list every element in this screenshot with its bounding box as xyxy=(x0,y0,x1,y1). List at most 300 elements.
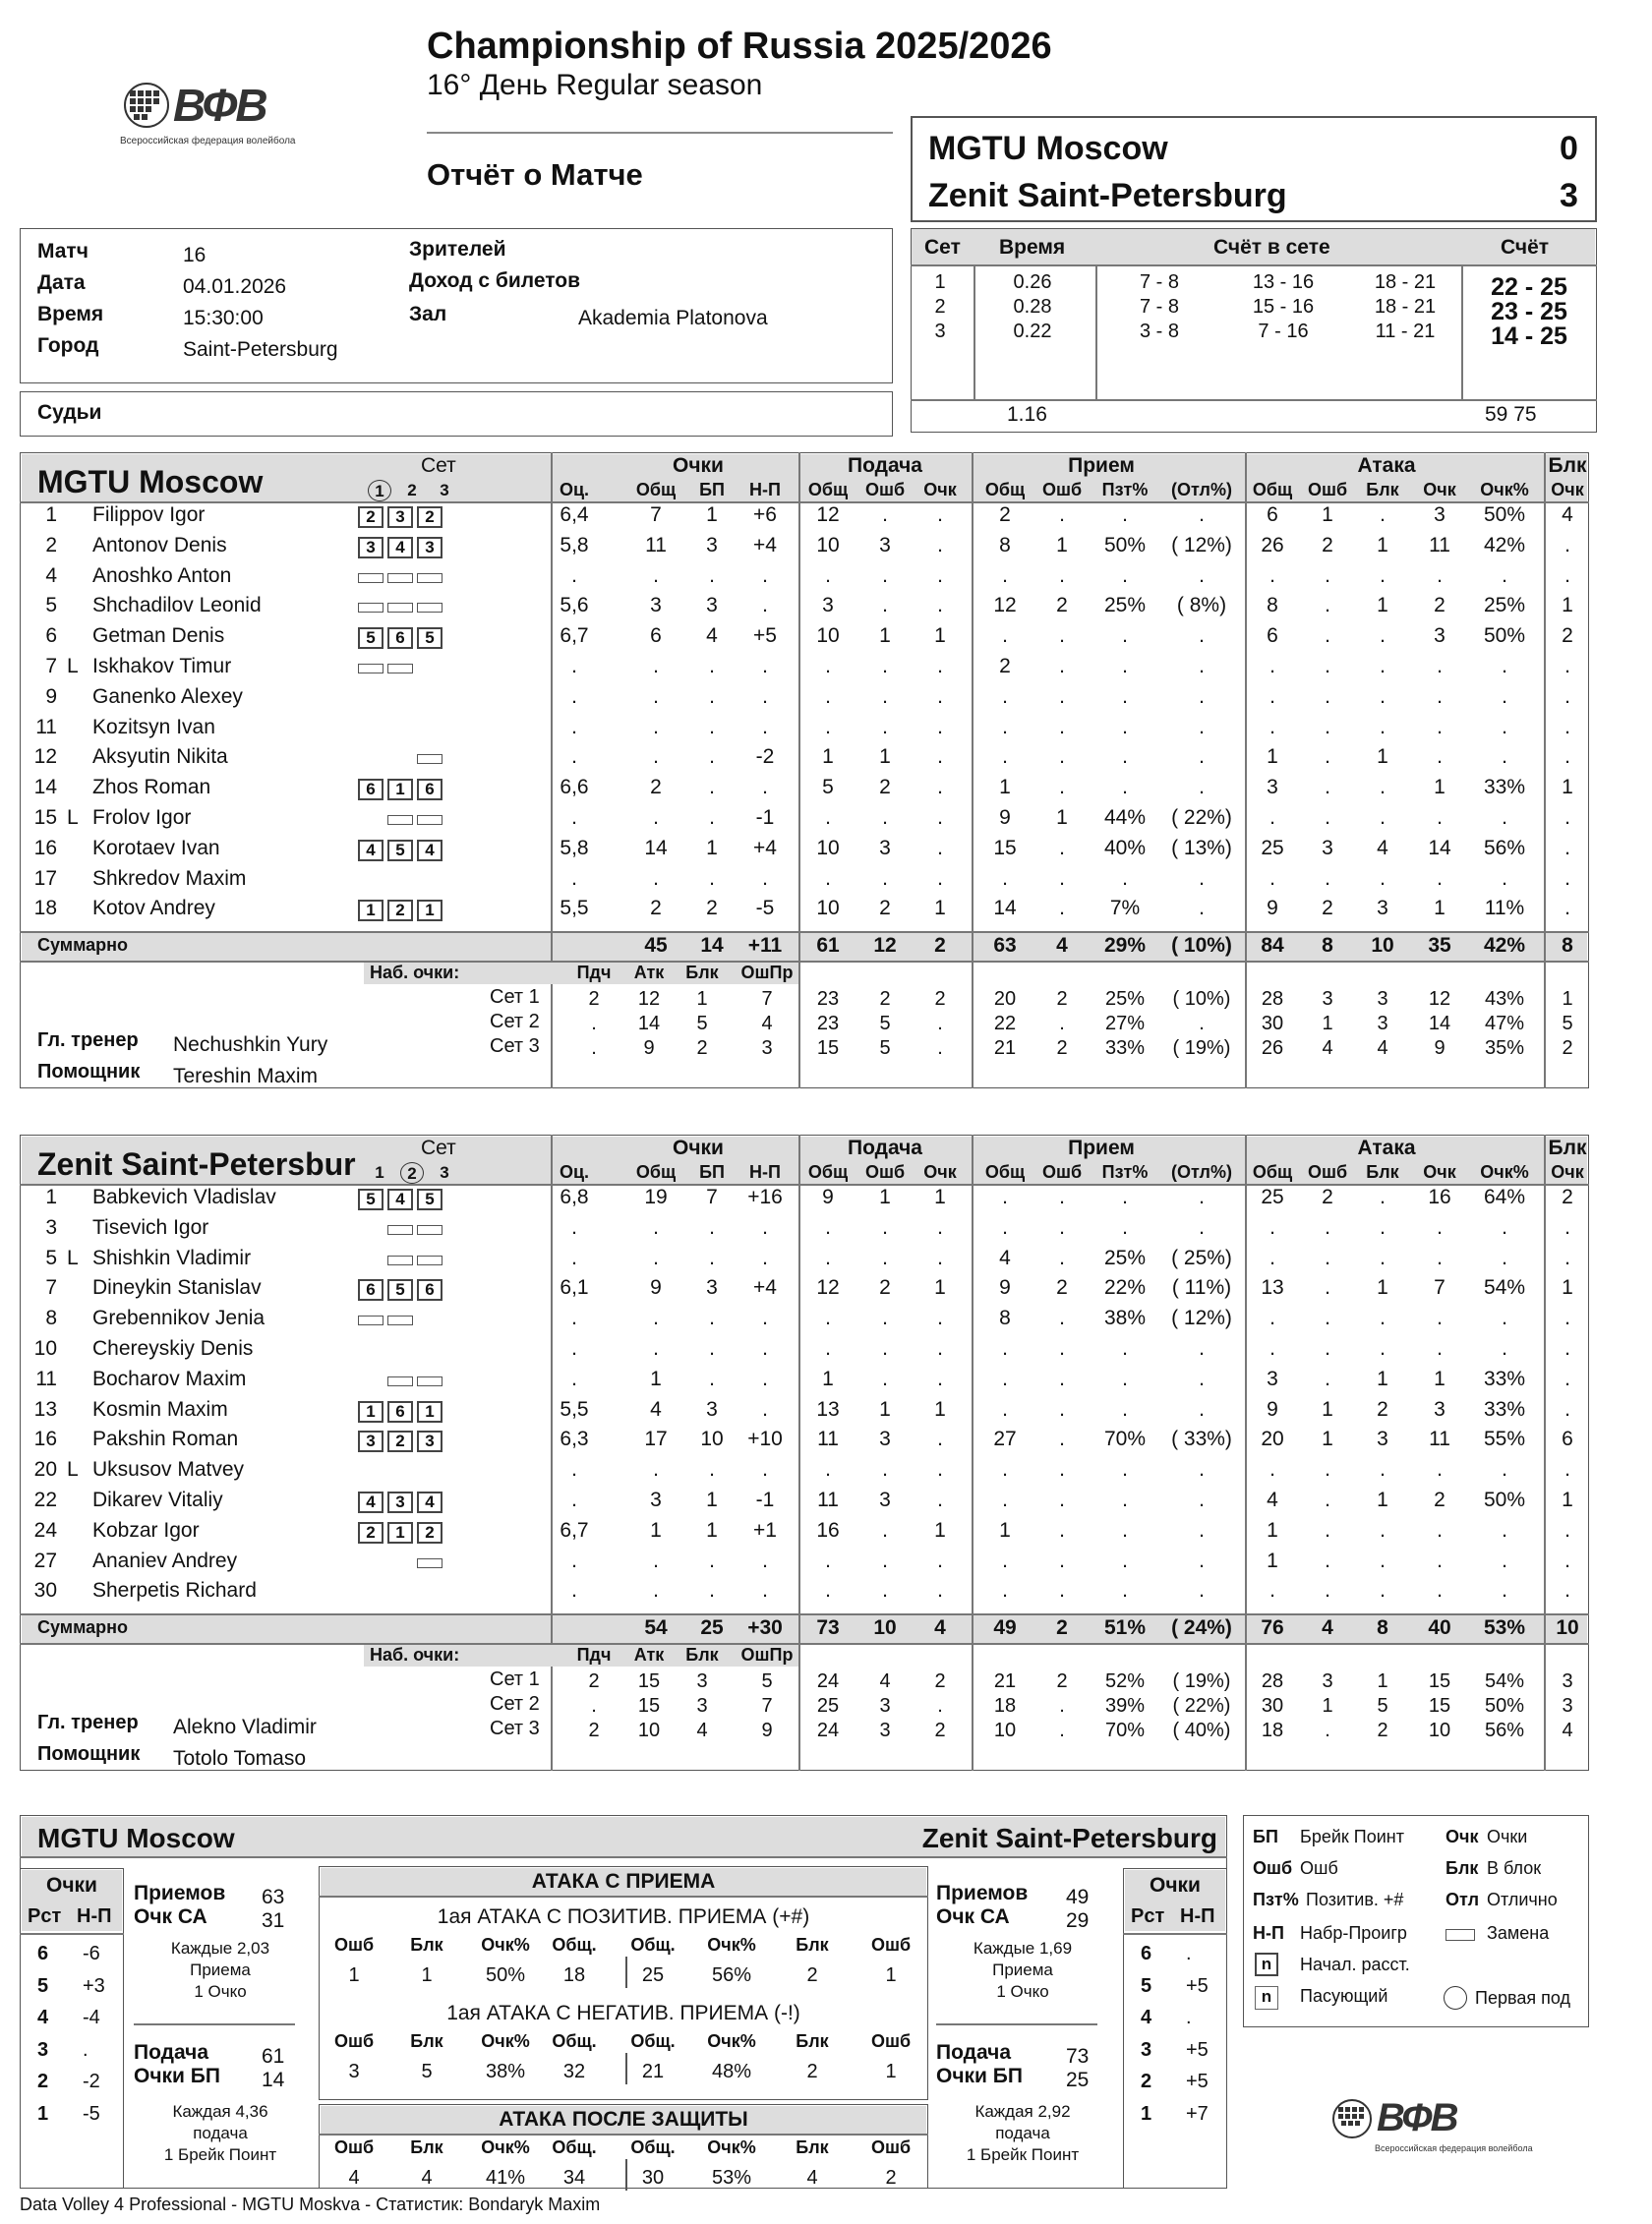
player-number: 2 xyxy=(45,533,57,556)
stat-value: 16 xyxy=(1428,1186,1451,1208)
attack-column-header: Общ. xyxy=(552,2031,597,2051)
total-value: 35 xyxy=(1428,934,1451,958)
date-value: 04.01.2026 xyxy=(183,275,287,298)
attack-value: 34 xyxy=(562,2167,586,2189)
stat-value: 6 xyxy=(1562,1428,1573,1451)
column-header: Общ xyxy=(635,1162,677,1182)
stat-value: 2 xyxy=(706,897,718,920)
away-rotation-rst: Рст xyxy=(1131,1905,1165,1927)
stat-value: . xyxy=(1564,1579,1570,1603)
stat-value: 5,6 xyxy=(560,594,589,617)
set-stat-value: 56% xyxy=(1484,1720,1525,1742)
set-partial-2: 7 - 16 xyxy=(1258,321,1309,342)
lineup-position: 4 xyxy=(387,537,413,558)
stat-value: 14 xyxy=(993,897,1017,920)
player-name: Kosmin Maxim xyxy=(92,1397,228,1421)
attack-value: 2 xyxy=(885,2167,897,2189)
rotation-number: 1 xyxy=(37,2103,49,2125)
lineup-empty xyxy=(387,748,413,764)
total-value: 63 xyxy=(993,934,1017,958)
stat-value: . xyxy=(571,1307,577,1330)
coach-label: Гл. тренер xyxy=(37,1029,139,1052)
player-lineup xyxy=(358,1552,442,1568)
set-stat-value: 52% xyxy=(1104,1670,1146,1693)
player-lineup xyxy=(358,840,442,861)
set-stat-value: 28 xyxy=(1261,1670,1284,1693)
stat-value: . xyxy=(1199,866,1205,890)
stat-value: . xyxy=(1122,655,1128,677)
stat-value: +4 xyxy=(753,533,777,556)
stat-value: . xyxy=(1199,1518,1205,1542)
stat-value: . xyxy=(1437,806,1443,829)
stat-value: . xyxy=(1380,503,1386,526)
stat-value: . xyxy=(825,684,831,708)
away-ca-label: Очк СА xyxy=(936,1905,1010,1928)
total-value: 49 xyxy=(993,1616,1017,1640)
stat-value: . xyxy=(1002,1367,1008,1390)
player-number: 18 xyxy=(33,897,57,920)
stat-value: . xyxy=(571,655,577,677)
stat-value: ( 11%) xyxy=(1171,1276,1232,1300)
stat-value: 1 xyxy=(706,1518,718,1542)
attack-value: 3 xyxy=(348,2061,360,2082)
attack-defense-title: АТАКА ПОСЛЕ ЗАЩИТЫ xyxy=(499,2108,748,2131)
set-partial-3: 18 - 21 xyxy=(1374,296,1437,318)
stat-value: . xyxy=(1059,503,1065,526)
stat-value: . xyxy=(1059,1215,1065,1239)
lineup-empty xyxy=(417,1310,442,1325)
set-stat-value: 27% xyxy=(1104,1013,1146,1035)
stat-value: . xyxy=(1199,655,1205,677)
stat-value: . xyxy=(1059,1549,1065,1572)
stat-value: . xyxy=(1199,684,1205,708)
attack-column-header: Ошб xyxy=(333,2137,375,2157)
stat-value: . xyxy=(1002,1215,1008,1239)
nab-column: Блк xyxy=(685,1645,719,1666)
home-serve-text-3: 1 Брейк Поинт xyxy=(163,2145,277,2164)
column-header: Очк xyxy=(1423,1162,1456,1182)
substitution-icon xyxy=(387,815,413,825)
stat-value: 19 xyxy=(644,1186,668,1208)
stat-value: ( 12%) xyxy=(1171,1307,1232,1330)
substitution-icon xyxy=(358,1316,384,1325)
nab-column: Пдч xyxy=(576,963,612,983)
stat-value: 1 xyxy=(934,1397,946,1421)
stat-value: . xyxy=(762,866,768,890)
player-lineup xyxy=(358,809,442,825)
stat-value: 1 xyxy=(934,1186,946,1208)
column-header: Очк% xyxy=(1480,1162,1529,1182)
stat-value: 3 xyxy=(650,594,662,617)
stat-value: . xyxy=(1059,1458,1065,1482)
column-header: Общ xyxy=(635,480,677,499)
stat-value: 1 xyxy=(1562,776,1573,799)
stat-value: . xyxy=(1122,1549,1128,1572)
stat-value: . xyxy=(937,684,943,708)
coach-name: Alekno Vladimir xyxy=(173,1716,317,1739)
stat-value: 6,7 xyxy=(560,624,589,648)
set-stat-value: 3 xyxy=(1562,1670,1573,1693)
stat-value: . xyxy=(1269,1579,1275,1603)
stat-value: . xyxy=(1380,715,1386,738)
stat-value: . xyxy=(762,1579,768,1603)
stat-value: . xyxy=(937,1458,943,1482)
player-number: 9 xyxy=(45,684,57,708)
set-partial-1: 7 - 8 xyxy=(1139,296,1180,318)
stat-value: . xyxy=(1325,563,1330,587)
lineup-position: 5 xyxy=(417,1189,442,1210)
set-score: 23 - 25 xyxy=(1491,298,1567,325)
stat-value: . xyxy=(937,563,943,587)
lineup-position: 6 xyxy=(358,779,384,800)
player-lineup xyxy=(358,1431,442,1452)
stat-value: . xyxy=(571,563,577,587)
stat-value: ( 12%) xyxy=(1171,533,1232,556)
attack-column-header: Очк% xyxy=(481,2137,530,2157)
player-number: 30 xyxy=(33,1579,57,1603)
attack-divider xyxy=(625,2053,627,2084)
stat-value: . xyxy=(1059,684,1065,708)
stat-value: . xyxy=(709,1246,715,1269)
set-stat-value: . xyxy=(937,1037,943,1060)
column-header: Ошб xyxy=(1041,1162,1083,1182)
total-value: +11 xyxy=(747,934,783,958)
stat-value: 12 xyxy=(816,503,840,526)
stat-value: . xyxy=(1380,1458,1386,1482)
stat-value: . xyxy=(1122,1518,1128,1542)
stat-value: . xyxy=(1380,866,1386,890)
player-number: 16 xyxy=(33,836,57,859)
stat-value: 6,6 xyxy=(560,776,589,799)
stat-value: . xyxy=(1325,776,1330,799)
stat-value: . xyxy=(1199,1549,1205,1572)
time-label: Время xyxy=(37,303,104,325)
total-value: 2 xyxy=(1056,1616,1068,1640)
stat-value: . xyxy=(1502,563,1507,587)
set-stat-value: 2 xyxy=(588,988,600,1011)
total-value: 8 xyxy=(1377,1616,1388,1640)
lineup-empty xyxy=(417,658,442,673)
legend-otl: Отл xyxy=(1446,1890,1480,1909)
stat-value: . xyxy=(1059,624,1065,648)
hall-value: Akademia Platonova xyxy=(578,307,768,329)
team-total-line xyxy=(20,931,1589,933)
away-serve-text-1: Каждая 2,92 xyxy=(974,2102,1071,2121)
column-header: Очк xyxy=(923,480,957,499)
stat-value: . xyxy=(825,1337,831,1360)
stat-value: ( 8%) xyxy=(1176,594,1227,617)
stat-value: . xyxy=(882,655,888,677)
libero-mark: L xyxy=(67,1458,79,1482)
set-stat-value: 15 xyxy=(1428,1670,1451,1693)
legend-n2-box: n xyxy=(1255,1986,1278,2010)
stat-value: 1 xyxy=(706,1489,718,1511)
stat-value: 50% xyxy=(1103,533,1147,556)
stat-value: 3 xyxy=(879,533,891,556)
stat-value: 6,1 xyxy=(560,1276,589,1300)
rotation-value: +5 xyxy=(1186,2038,1209,2061)
stat-value: . xyxy=(1199,776,1205,799)
stat-value: . xyxy=(653,1215,659,1239)
away-team-name: Zenit Saint-Petersburg xyxy=(928,177,1287,214)
set-stat-value: . xyxy=(1199,1013,1205,1035)
attack-value: 50% xyxy=(485,1964,526,1986)
substitution-icon xyxy=(417,754,442,764)
stat-value: 50% xyxy=(1483,1489,1526,1511)
total-value: 40 xyxy=(1428,1616,1451,1640)
stat-value: 50% xyxy=(1483,624,1526,648)
attack-column-header: Очк% xyxy=(481,2031,530,2051)
rotation-number: 4 xyxy=(37,2007,49,2029)
set-stat-value: 3 xyxy=(696,1695,708,1718)
lineup-position: 2 xyxy=(387,1431,413,1452)
column-header: Пзт% xyxy=(1101,480,1149,499)
set-stat-value: 3 xyxy=(879,1720,891,1742)
stat-value: . xyxy=(825,1458,831,1482)
column-header: Ошб xyxy=(1041,480,1083,499)
stat-value: . xyxy=(1325,745,1330,769)
stat-value: . xyxy=(1059,563,1065,587)
set-stat-value: ( 10%) xyxy=(1172,988,1231,1011)
stat-value: . xyxy=(653,1337,659,1360)
stat-value: 2 xyxy=(1056,594,1068,617)
stat-value: . xyxy=(1122,1186,1128,1208)
stat-value: . xyxy=(937,533,943,556)
stat-value: 3 xyxy=(706,1397,718,1421)
stat-value: 50% xyxy=(1483,503,1526,526)
player-name: Pakshin Roman xyxy=(92,1428,239,1451)
stat-value: . xyxy=(1002,563,1008,587)
set-stat-value: 35% xyxy=(1484,1037,1525,1060)
lineup-position: 6 xyxy=(358,1279,384,1301)
stat-value: +10 xyxy=(747,1428,783,1451)
stat-value: . xyxy=(1122,624,1128,648)
set-stat-value: 4 xyxy=(761,1013,773,1035)
total-value: 29% xyxy=(1103,934,1147,958)
rotation-number: 1 xyxy=(1141,2103,1152,2125)
lineup-position: 3 xyxy=(417,1431,442,1452)
stat-value: . xyxy=(882,715,888,738)
nab-column: Пдч xyxy=(576,1645,612,1666)
substitution-icon xyxy=(417,603,442,613)
set-stat-value: 54% xyxy=(1484,1670,1525,1693)
stat-value: . xyxy=(1269,866,1275,890)
set-stat-value: 14 xyxy=(1428,1013,1451,1035)
set-stat-value: 1 xyxy=(1377,1670,1388,1693)
attack-value: 1 xyxy=(885,1964,897,1986)
stat-value: . xyxy=(1059,1337,1065,1360)
lineup-position: 4 xyxy=(358,840,384,861)
rotation-value: +3 xyxy=(83,1974,105,1997)
group-reception: Прием xyxy=(1068,1137,1135,1159)
stat-value: . xyxy=(709,1337,715,1360)
stat-value: . xyxy=(937,1367,943,1390)
attack-column-header: Блк xyxy=(410,2031,443,2051)
attack-value: 4 xyxy=(421,2167,433,2189)
attack-value: 18 xyxy=(562,1964,586,1986)
stat-value: . xyxy=(825,1579,831,1603)
stat-value: 4 xyxy=(1267,1489,1278,1511)
stat-value: 1 xyxy=(1056,533,1068,556)
stat-value: . xyxy=(653,715,659,738)
stat-value: . xyxy=(1502,1337,1507,1360)
attack-column-header: Ошб xyxy=(870,2137,912,2157)
stat-value: . xyxy=(1199,1215,1205,1239)
group-block: Блк xyxy=(1548,1137,1587,1159)
total-value: 8 xyxy=(1322,934,1333,958)
player-lineup xyxy=(358,779,442,800)
player-lineup xyxy=(358,1250,442,1265)
set-stat-value: 28 xyxy=(1261,988,1284,1011)
set-duration: 0.22 xyxy=(1013,321,1052,342)
stat-value: . xyxy=(825,1549,831,1572)
column-header: БП xyxy=(699,480,725,499)
stat-value: . xyxy=(709,684,715,708)
stat-value: . xyxy=(1325,1215,1330,1239)
substitution-icon xyxy=(387,664,413,673)
home-rotation-rst: Рст xyxy=(28,1905,62,1927)
stat-value: 4 xyxy=(999,1246,1011,1269)
lineup-position: 3 xyxy=(417,537,442,558)
player-lineup xyxy=(358,1522,442,1544)
stat-value: 8 xyxy=(999,533,1011,556)
player-number: 16 xyxy=(33,1428,57,1451)
set-stat-value: 2 xyxy=(1056,1037,1068,1060)
column-header: Общ xyxy=(984,1162,1026,1182)
stat-value: . xyxy=(882,866,888,890)
attack-column-header: Ошб xyxy=(870,2031,912,2051)
stat-value: . xyxy=(653,563,659,587)
total-value: 61 xyxy=(816,934,840,958)
stat-value: 22% xyxy=(1103,1276,1147,1300)
rotation-value: -5 xyxy=(83,2103,100,2125)
set-stat-value: 21 xyxy=(993,1670,1017,1693)
set-stat-value: 2 xyxy=(934,988,946,1011)
player-name: Iskhakov Timur xyxy=(92,655,232,677)
team-total-line2 xyxy=(20,961,1589,963)
substitution-icon xyxy=(387,1316,413,1325)
nab-column: ОшПр xyxy=(740,963,794,983)
stat-value: . xyxy=(1564,563,1570,587)
rotation-number: 2 xyxy=(1141,2071,1152,2093)
stat-value: . xyxy=(1380,1337,1386,1360)
stat-value: 14 xyxy=(1428,836,1451,859)
set-stat-value: 2 xyxy=(1056,1670,1068,1693)
set-stat-value: 5 xyxy=(1562,1013,1573,1035)
stat-value: 6,3 xyxy=(560,1428,589,1451)
stat-value: . xyxy=(653,655,659,677)
assistant-name: Totolo Tomaso xyxy=(173,1747,307,1771)
stat-value: 3 xyxy=(879,836,891,859)
stat-value: 6 xyxy=(1267,624,1278,648)
set-stat-value: 30 xyxy=(1261,1695,1284,1718)
stat-value: . xyxy=(882,1337,888,1360)
stat-value: . xyxy=(1325,1579,1330,1603)
player-name: Frolov Igor xyxy=(92,806,192,829)
set-partial-3: 11 - 21 xyxy=(1375,321,1436,342)
stat-value: 2 xyxy=(650,897,662,920)
stat-value: . xyxy=(937,1489,943,1511)
attack-column-header: Блк xyxy=(796,2137,829,2157)
total-value: 4 xyxy=(1322,1616,1333,1640)
stat-value: 11 xyxy=(1429,1428,1450,1451)
stat-value: . xyxy=(1437,1307,1443,1330)
volleyball-logo-small-icon xyxy=(1331,2098,1373,2139)
column-header: Ошб xyxy=(1307,480,1348,499)
stat-value: . xyxy=(762,594,768,617)
stat-value: . xyxy=(1002,1549,1008,1572)
stat-value: 7 xyxy=(1434,1276,1446,1300)
home-team-name: MGTU Moscow xyxy=(928,130,1168,167)
stat-value: . xyxy=(937,1428,943,1451)
rotation-number: 3 xyxy=(37,2038,49,2061)
stat-value: . xyxy=(709,1215,715,1239)
substitution-icon xyxy=(387,1256,413,1265)
stat-value: 4 xyxy=(1377,836,1388,859)
player-number: 3 xyxy=(45,1215,57,1239)
total-value: 42% xyxy=(1483,934,1526,958)
lineup-position: 6 xyxy=(387,1401,413,1423)
player-number: 11 xyxy=(35,715,57,738)
stat-value: . xyxy=(1437,745,1443,769)
stat-value: . xyxy=(882,1518,888,1542)
stat-value: 13 xyxy=(816,1397,840,1421)
stat-value: 2 xyxy=(1434,1489,1446,1511)
stat-value: . xyxy=(1199,1397,1205,1421)
stat-value: . xyxy=(1325,1276,1330,1300)
rotation-value: +7 xyxy=(1186,2103,1209,2125)
stat-value: 1 xyxy=(1562,1276,1573,1300)
attack-value: 56% xyxy=(711,1964,752,1986)
libero-mark: L xyxy=(67,655,79,677)
stat-value: 7 xyxy=(650,503,662,526)
legend-osh-text: Ошб xyxy=(1300,1858,1338,1878)
stat-value: +4 xyxy=(753,836,777,859)
home-serve-text-2: подача xyxy=(193,2124,248,2142)
player-name: Anoshko Anton xyxy=(92,563,232,587)
stat-value: 3 xyxy=(706,594,718,617)
attack-column-header: Блк xyxy=(410,1935,443,1955)
total-value: 12 xyxy=(873,934,897,958)
stat-value: 2 xyxy=(1434,594,1446,617)
lineup-position: 3 xyxy=(358,1431,384,1452)
stat-value: . xyxy=(709,655,715,677)
set-number: 3 xyxy=(934,321,946,342)
stat-value: . xyxy=(762,563,768,587)
away-serve-text-2: подача xyxy=(995,2124,1050,2142)
legend-np: Н-П xyxy=(1253,1923,1284,1943)
stat-value: . xyxy=(1199,897,1205,920)
away-rotation-np: Н-П xyxy=(1180,1905,1215,1927)
set-stat-value: 9 xyxy=(1434,1037,1446,1060)
lineup-position: 1 xyxy=(358,1401,384,1423)
stat-value: . xyxy=(762,776,768,799)
set-mark: 1 xyxy=(375,1163,384,1182)
rotation-value: -2 xyxy=(83,2071,100,2093)
player-name: Getman Denis xyxy=(92,624,225,648)
stat-value: 3 xyxy=(879,1489,891,1511)
stat-value: . xyxy=(1564,1518,1570,1542)
stat-value: 12 xyxy=(993,594,1017,617)
player-number: 1 xyxy=(45,503,57,526)
player-number: 7 xyxy=(45,1276,57,1300)
set-stat-value: 10 xyxy=(993,1720,1017,1742)
stat-value: . xyxy=(1564,806,1570,829)
player-number: 1 xyxy=(45,1186,57,1208)
rotation-value: -4 xyxy=(83,2007,100,2029)
stat-value: 1 xyxy=(822,745,834,769)
stat-value: 5,8 xyxy=(560,533,589,556)
